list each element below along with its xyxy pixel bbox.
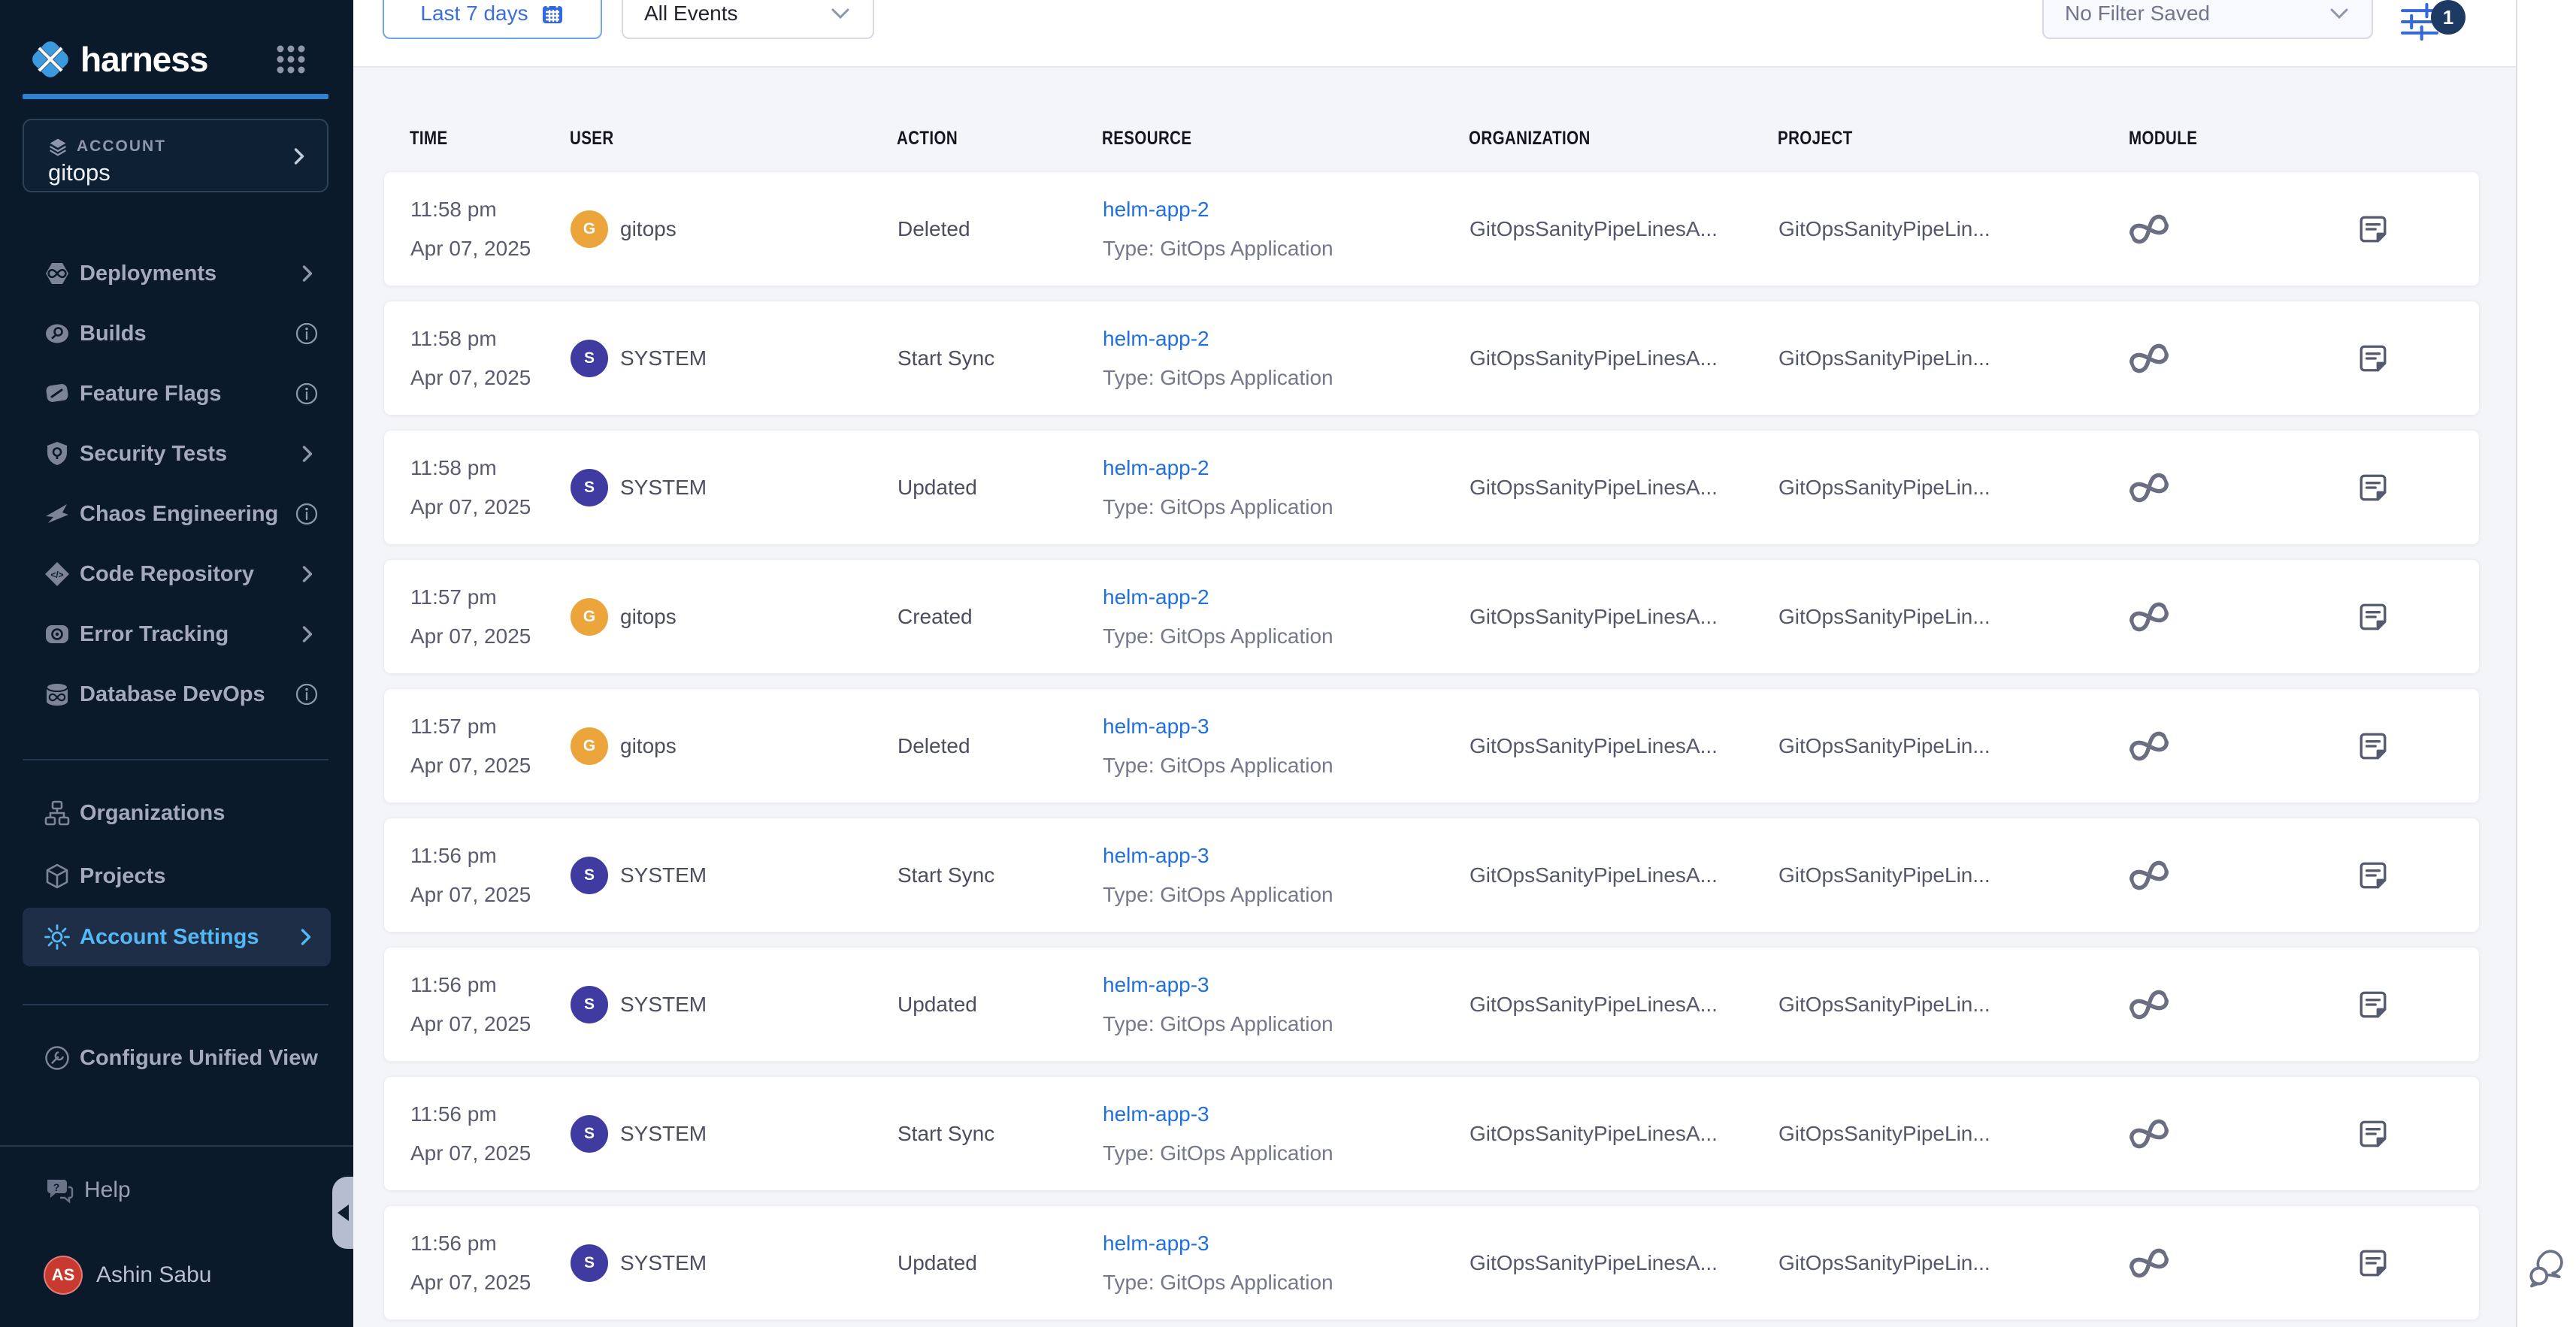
wrench-circle-icon xyxy=(44,1044,71,1072)
main-content xyxy=(353,0,2516,1327)
gitops-module-infinity-icon xyxy=(2126,855,2172,894)
help-label: Help xyxy=(84,1177,131,1202)
project-label: GitOpsSanityPipeLin... xyxy=(1778,346,1990,370)
gitops-module-infinity-icon xyxy=(2126,1114,2172,1153)
info-icon[interactable] xyxy=(295,382,319,406)
row-module-cell xyxy=(2130,216,2357,242)
row-resource-cell xyxy=(1103,190,1470,268)
row-resource-cell xyxy=(1103,578,1470,656)
event-time: 11:57 pm xyxy=(410,714,497,738)
column-header-user: USER xyxy=(570,127,614,149)
resource-link[interactable]: helm-app-3 xyxy=(1103,1231,1209,1255)
resource-type-label: Type: GitOps Application xyxy=(1103,882,1333,906)
sidebar-item-deployments[interactable] xyxy=(0,243,353,304)
event-date: Apr 07, 2025 xyxy=(410,1270,531,1294)
resource-link[interactable]: helm-app-3 xyxy=(1103,843,1209,867)
gear-icon xyxy=(44,923,71,951)
user-avatar: AS xyxy=(44,1256,83,1295)
resource-link[interactable]: helm-app-3 xyxy=(1103,714,1209,738)
row-time-cell xyxy=(410,190,571,268)
event-summary-note-icon[interactable] xyxy=(2357,989,2389,1020)
sidebar-utility xyxy=(0,1028,353,1088)
gitops-module-infinity-icon xyxy=(2126,1243,2172,1282)
user-avatar: S xyxy=(571,986,608,1023)
user-name: Ashin Sabu xyxy=(96,1262,212,1287)
resource-type-label: Type: GitOps Application xyxy=(1103,365,1333,389)
event-summary-note-icon[interactable] xyxy=(2357,213,2389,245)
sidebar-secondary xyxy=(0,781,353,966)
row-user-cell xyxy=(571,857,898,894)
action-label: Start Sync xyxy=(898,863,995,887)
user-avatar: S xyxy=(571,857,608,894)
sidebar-collapse-handle[interactable] xyxy=(332,1177,353,1249)
sidebar-item-label: Configure Unified View xyxy=(80,1045,318,1070)
column-header-module: MODULE xyxy=(2129,127,2198,149)
row-user-cell xyxy=(571,598,898,636)
chevron-right-icon xyxy=(301,624,314,645)
help-chat-icon xyxy=(44,1175,74,1205)
resource-type-label: Type: GitOps Application xyxy=(1103,1011,1333,1035)
info-icon[interactable] xyxy=(295,502,319,526)
action-label: Updated xyxy=(898,992,977,1016)
event-summary-note-icon[interactable] xyxy=(2357,860,2389,891)
action-label: Deleted xyxy=(898,733,970,757)
row-time-cell xyxy=(410,1095,571,1173)
sidebar-footer xyxy=(0,1145,353,1327)
saved-filter-select[interactable] xyxy=(2042,0,2373,39)
event-time: 11:56 pm xyxy=(410,843,497,867)
row-user-cell xyxy=(571,986,898,1023)
event-date: Apr 07, 2025 xyxy=(410,624,531,648)
organization-label: GitOpsSanityPipeLinesA... xyxy=(1470,216,1718,240)
organization-label: GitOpsSanityPipeLinesA... xyxy=(1470,346,1718,370)
event-date: Apr 07, 2025 xyxy=(410,494,531,518)
sidebar-item-label: Projects xyxy=(80,863,166,888)
sidebar-item-configure-unified-view[interactable] xyxy=(0,1028,353,1088)
row-module-cell xyxy=(2130,992,2357,1017)
user-label: SYSTEM xyxy=(620,863,707,887)
gitops-module-infinity-icon xyxy=(2126,597,2172,636)
projects-icon xyxy=(44,863,71,890)
project-label: GitOpsSanityPipeLin... xyxy=(1778,216,1990,240)
sidebar-item-label: Database DevOps xyxy=(80,682,265,706)
event-date: Apr 07, 2025 xyxy=(410,1141,531,1165)
user-label: gitops xyxy=(620,604,677,628)
row-note-cell xyxy=(2357,860,2479,891)
chevron-right-icon xyxy=(301,263,314,284)
module-grid-icon[interactable] xyxy=(275,44,307,75)
svg-text:</>: </> xyxy=(50,570,64,580)
help-button[interactable] xyxy=(0,1147,353,1234)
row-user-cell xyxy=(571,1115,898,1153)
organization-label: GitOpsSanityPipeLinesA... xyxy=(1470,1121,1718,1145)
audit-row xyxy=(383,818,2480,933)
user-label: gitops xyxy=(620,733,677,757)
date-range-label: Last 7 days xyxy=(420,2,528,25)
resource-link[interactable]: helm-app-3 xyxy=(1103,1102,1209,1126)
calendar-icon xyxy=(540,2,565,26)
right-rail xyxy=(2516,0,2576,1327)
account-label: ACCOUNT xyxy=(77,138,166,155)
sidebar-item-code-repository[interactable] xyxy=(0,544,353,604)
row-module-cell xyxy=(2130,475,2357,500)
row-module-cell xyxy=(2130,1250,2357,1276)
sidebar-modules xyxy=(0,243,353,724)
event-date: Apr 07, 2025 xyxy=(410,365,531,389)
table-header-row xyxy=(383,123,2480,153)
column-header-resource: RESOURCE xyxy=(1102,127,1192,149)
project-label: GitOpsSanityPipeLin... xyxy=(1778,1250,1990,1274)
sidebar-item-projects[interactable] xyxy=(0,845,353,908)
sidebar-item-label: Error Tracking xyxy=(80,621,229,646)
gitops-module-infinity-icon xyxy=(2126,726,2172,765)
layers-icon xyxy=(48,137,68,156)
info-icon[interactable] xyxy=(295,322,319,346)
audit-row xyxy=(383,430,2480,545)
user-label: SYSTEM xyxy=(620,1121,707,1145)
sidebar-item-security-tests[interactable] xyxy=(0,424,353,484)
user-avatar: S xyxy=(571,340,608,377)
row-time-cell xyxy=(410,707,571,785)
logo-accent-bar xyxy=(23,94,328,99)
row-resource-cell xyxy=(1103,319,1470,397)
action-label: Updated xyxy=(898,475,977,499)
collapse-left-icon xyxy=(338,1205,349,1221)
row-resource-cell xyxy=(1103,449,1470,527)
sidebar-item-label: Account Settings xyxy=(80,924,259,949)
event-time: 11:58 pm xyxy=(410,326,497,350)
sidebar-item-feature-flags[interactable] xyxy=(0,364,353,424)
event-summary-note-icon[interactable] xyxy=(2357,343,2389,374)
sidebar-item-account-settings[interactable] xyxy=(23,908,331,966)
sidebar-item-label: Chaos Engineering xyxy=(80,501,279,526)
divider xyxy=(23,1004,328,1005)
audit-row xyxy=(383,947,2480,1062)
row-module-cell xyxy=(2130,604,2357,630)
project-label: GitOpsSanityPipeLin... xyxy=(1778,863,1990,887)
row-note-cell xyxy=(2357,343,2479,374)
gitops-module-infinity-icon xyxy=(2126,338,2172,377)
row-note-cell xyxy=(2357,730,2479,762)
chevron-down-icon xyxy=(829,6,852,21)
action-label: Start Sync xyxy=(898,346,995,370)
chevron-right-icon xyxy=(301,564,314,585)
row-resource-cell xyxy=(1103,1095,1470,1173)
sidebar-item-label: Builds xyxy=(80,321,147,346)
audit-table xyxy=(353,123,2516,1320)
organization-label: GitOpsSanityPipeLinesA... xyxy=(1470,604,1718,628)
row-note-cell xyxy=(2357,1247,2479,1279)
row-user-cell xyxy=(571,469,898,506)
chevron-right-icon xyxy=(292,146,306,167)
chaos-engineering-icon xyxy=(44,500,71,527)
audit-row xyxy=(383,1205,2480,1320)
resource-type-label: Type: GitOps Application xyxy=(1103,753,1333,777)
row-user-cell xyxy=(571,340,898,377)
user-label: SYSTEM xyxy=(620,1250,707,1274)
support-chat-icon[interactable] xyxy=(2528,1247,2568,1288)
row-user-cell xyxy=(571,1244,898,1282)
event-summary-note-icon[interactable] xyxy=(2357,1247,2389,1279)
organization-label: GitOpsSanityPipeLinesA... xyxy=(1470,863,1718,887)
resource-type-label: Type: GitOps Application xyxy=(1103,1141,1333,1165)
filter-toolbar xyxy=(353,0,2516,68)
sidebar-item-organizations[interactable] xyxy=(0,781,353,845)
column-header-project: PROJECT xyxy=(1778,127,1853,149)
row-module-cell xyxy=(2130,863,2357,888)
sidebar-item-database-devops[interactable] xyxy=(0,664,353,724)
gitops-module-infinity-icon xyxy=(2126,984,2172,1023)
account-selector[interactable] xyxy=(23,119,328,192)
user-avatar: G xyxy=(571,727,608,765)
project-label: GitOpsSanityPipeLin... xyxy=(1778,1121,1990,1145)
row-resource-cell xyxy=(1103,707,1470,785)
row-note-cell xyxy=(2357,472,2479,503)
row-note-cell xyxy=(2357,1118,2479,1150)
builds-icon xyxy=(44,320,71,347)
row-user-cell xyxy=(571,210,898,248)
sidebar-item-label: Security Tests xyxy=(80,441,228,466)
sidebar-item-builds[interactable] xyxy=(0,304,353,364)
resource-type-label: Type: GitOps Application xyxy=(1103,624,1333,648)
column-header-organization: ORGANIZATION xyxy=(1469,127,1591,149)
resource-type-label: Type: GitOps Application xyxy=(1103,1270,1333,1294)
column-header-action: ACTION xyxy=(897,127,958,149)
user-avatar: S xyxy=(571,1115,608,1153)
user-label: SYSTEM xyxy=(620,992,707,1016)
action-label: Deleted xyxy=(898,216,970,240)
database-devops-icon xyxy=(44,681,71,708)
sidebar-item-error-tracking[interactable] xyxy=(0,604,353,664)
organizations-icon xyxy=(44,800,71,827)
logo-wordmark: harness xyxy=(80,40,208,79)
date-range-button[interactable] xyxy=(383,0,602,39)
resource-type-label: Type: GitOps Application xyxy=(1103,494,1333,518)
filter-count-badge: 1 xyxy=(2431,0,2466,35)
event-date: Apr 07, 2025 xyxy=(410,1011,531,1035)
event-summary-note-icon[interactable] xyxy=(2357,601,2389,633)
action-label: Created xyxy=(898,604,973,628)
project-label: GitOpsSanityPipeLin... xyxy=(1778,992,1990,1016)
audit-row xyxy=(383,688,2480,803)
event-time: 11:58 pm xyxy=(410,197,497,221)
row-module-cell xyxy=(2130,1121,2357,1147)
svg-text:?: ? xyxy=(53,1181,60,1193)
event-time: 11:56 pm xyxy=(410,1231,497,1255)
user-avatar: S xyxy=(571,469,608,506)
row-module-cell xyxy=(2130,346,2357,371)
gitops-module-infinity-icon xyxy=(2126,467,2172,506)
event-date: Apr 07, 2025 xyxy=(410,236,531,260)
sidebar-item-label: Organizations xyxy=(80,800,226,825)
resource-type-label: Type: GitOps Application xyxy=(1103,236,1333,260)
sidebar-item-chaos-engineering[interactable] xyxy=(0,484,353,544)
sidebar-item-label: Code Repository xyxy=(80,561,255,586)
error-tracking-icon xyxy=(44,621,71,648)
resource-link[interactable]: helm-app-3 xyxy=(1103,972,1209,996)
event-time: 11:56 pm xyxy=(410,1102,497,1126)
account-name: gitops xyxy=(48,159,110,186)
chevron-right-icon xyxy=(301,443,314,464)
project-label: GitOpsSanityPipeLin... xyxy=(1778,604,1990,628)
event-summary-note-icon[interactable] xyxy=(2357,472,2389,503)
row-time-cell xyxy=(410,966,571,1044)
row-note-cell xyxy=(2357,989,2479,1020)
sidebar xyxy=(0,0,353,1327)
row-resource-cell xyxy=(1103,836,1470,914)
event-time: 11:57 pm xyxy=(410,585,497,609)
sidebar-item-label: Feature Flags xyxy=(80,381,222,406)
user-label: gitops xyxy=(620,216,677,240)
user-avatar: S xyxy=(571,1244,608,1282)
row-user-cell xyxy=(571,727,898,765)
event-type-value: All Events xyxy=(644,2,738,25)
code-repository-icon xyxy=(44,561,71,588)
organization-label: GitOpsSanityPipeLinesA... xyxy=(1470,475,1718,499)
saved-filter-value: No Filter Saved xyxy=(2065,2,2210,25)
user-label: SYSTEM xyxy=(620,346,707,370)
row-time-cell xyxy=(410,319,571,397)
event-type-select[interactable] xyxy=(622,0,874,39)
action-label: Start Sync xyxy=(898,1121,995,1145)
audit-row xyxy=(383,301,2480,416)
project-label: GitOpsSanityPipeLin... xyxy=(1778,733,1990,757)
resource-link[interactable]: helm-app-2 xyxy=(1103,197,1209,221)
table-body xyxy=(353,171,2516,1320)
resource-link[interactable]: helm-app-2 xyxy=(1103,326,1209,350)
event-summary-note-icon[interactable] xyxy=(2357,1118,2389,1150)
row-resource-cell xyxy=(1103,1224,1470,1302)
user-label: SYSTEM xyxy=(620,475,707,499)
row-note-cell xyxy=(2357,601,2479,633)
user-avatar: G xyxy=(571,598,608,636)
organization-label: GitOpsSanityPipeLinesA... xyxy=(1470,1250,1718,1274)
feature-flags-icon xyxy=(44,380,71,407)
chevron-down-icon xyxy=(2328,6,2350,21)
info-icon[interactable] xyxy=(295,682,319,706)
security-tests-icon xyxy=(44,440,71,467)
deployments-icon xyxy=(44,260,71,287)
sidebar-item-label: Deployments xyxy=(80,261,217,286)
divider xyxy=(23,759,328,760)
gitops-module-infinity-icon xyxy=(2126,209,2172,248)
organization-label: GitOpsSanityPipeLinesA... xyxy=(1470,733,1718,757)
row-time-cell xyxy=(410,836,571,914)
chevron-right-icon xyxy=(299,926,313,948)
event-summary-note-icon[interactable] xyxy=(2357,730,2389,762)
user-menu[interactable] xyxy=(0,1234,353,1316)
audit-row xyxy=(383,1076,2480,1191)
column-header-time: TIME xyxy=(410,127,448,149)
event-date: Apr 07, 2025 xyxy=(410,882,531,906)
event-time: 11:56 pm xyxy=(410,972,497,996)
row-time-cell xyxy=(410,1224,571,1302)
organization-label: GitOpsSanityPipeLinesA... xyxy=(1470,992,1718,1016)
action-label: Updated xyxy=(898,1250,977,1274)
harness-logo-icon xyxy=(26,35,74,83)
resource-link[interactable]: helm-app-2 xyxy=(1103,585,1209,609)
project-label: GitOpsSanityPipeLin... xyxy=(1778,475,1990,499)
row-time-cell xyxy=(410,449,571,527)
resource-link[interactable]: helm-app-2 xyxy=(1103,455,1209,479)
row-module-cell xyxy=(2130,733,2357,759)
audit-row xyxy=(383,171,2480,286)
user-avatar: G xyxy=(571,210,608,248)
row-note-cell xyxy=(2357,213,2479,245)
row-resource-cell xyxy=(1103,966,1470,1044)
row-time-cell xyxy=(410,578,571,656)
audit-row xyxy=(383,559,2480,674)
event-date: Apr 07, 2025 xyxy=(410,753,531,777)
event-time: 11:58 pm xyxy=(410,455,497,479)
